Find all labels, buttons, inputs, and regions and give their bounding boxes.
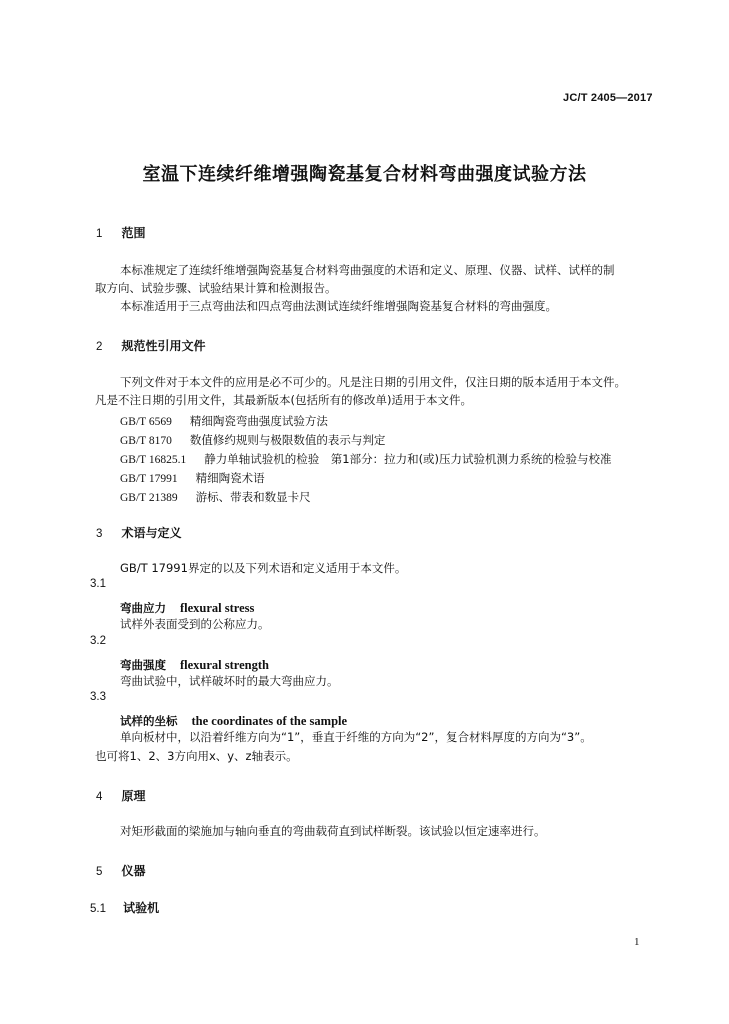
reference-item [120,410,328,429]
reference-title: 游标、带表和数显卡尺 [195,490,311,504]
term-chinese: 弯曲应力 [120,601,166,615]
section-title: 术语与定义 [121,526,182,540]
paragraph-line: GB/T 17991界定的以及下列术语和定义适用于本文件。 [120,561,407,575]
term-heading [120,597,254,616]
reference-title: 精细陶瓷弯曲强度试验方法 [189,414,328,428]
reference-code: GB/T 16825.1 [120,454,187,466]
section-title: 规范性引用文件 [121,339,206,353]
paragraph-line: 本标准规定了连续纤维增强陶瓷基复合材料弯曲强度的术语和定义、原理、仪器、试样、试样的制 [120,263,615,277]
section-number: 3 [96,528,103,540]
page-number: 1 [634,936,640,948]
section-5-heading [96,860,146,879]
term-number: 3.3 [90,691,106,703]
reference-title: 静力单轴试验机的检验 第1部分：拉力和(或)压力试验机测力系统的检验与校准 [204,452,612,466]
paragraph-line: 凡是不注日期的引用文件，其最新版本(包括所有的修改单)适用于本文件。 [95,393,472,407]
term-definition: 单向板材中，以沿着纤维方向为“1”，垂直于纤维的方向为“2”，复合材料厚度的方向为“3”。 [120,730,592,744]
reference-item [120,486,311,505]
standard-code: JC/T 2405—2017 [563,92,653,104]
reference-code: GB/T 6569 [120,416,172,428]
term-number: 3.1 [90,578,106,590]
term-english: flexural strength [180,658,269,672]
term-english: the coordinates of the sample [191,714,348,728]
reference-title: 精细陶瓷术语 [195,471,265,485]
section-title: 原理 [121,789,146,803]
term-definition: 也可将1、2、3方向用x、y、z轴表示。 [95,749,298,763]
subsection-number: 5.1 [90,903,106,915]
term-chinese: 弯曲强度 [120,658,166,672]
section-number: 4 [96,791,103,803]
paragraph-line: 对矩形截面的梁施加与轴向垂直的弯曲载荷直到试样断裂。该试验以恒定速率进行。 [120,824,546,838]
reference-code: GB/T 8170 [120,435,172,447]
term-definition: 弯曲试验中，试样破坏时的最大弯曲应力。 [120,674,339,688]
section-number: 1 [96,228,103,240]
section-2-heading [96,335,206,354]
section-3-heading [96,522,182,541]
term-definition: 试样外表面受到的公称应力。 [120,617,270,631]
reference-code: GB/T 17991 [120,473,178,485]
section-title: 范围 [121,226,146,240]
paragraph-line: 本标准适用于三点弯曲法和四点弯曲法测试连续纤维增强陶瓷基复合材料的弯曲强度。 [120,299,557,313]
subsection-title: 试验机 [123,901,160,915]
term-heading [120,654,269,673]
paragraph-line: 取方向、试验步骤、试验结果计算和检测报告。 [95,281,337,295]
reference-code: GB/T 21389 [120,492,178,504]
subsection-5-1-heading [90,897,159,916]
reference-item [120,467,265,486]
reference-title: 数值修约规则与极限数值的表示与判定 [189,433,386,447]
paragraph-line: 下列文件对于本文件的应用是必不可少的。凡是注日期的引用文件，仅注日期的版本适用于本文件。 [120,375,626,389]
section-title: 仪器 [121,864,146,878]
section-number: 5 [96,866,103,878]
section-number: 2 [96,341,103,353]
document-title: 室温下连续纤维增强陶瓷基复合材料弯曲强度试验方法 [142,164,587,185]
term-english: flexural stress [180,601,255,615]
term-chinese: 试样的坐标 [120,714,178,728]
section-1-heading [96,222,146,241]
term-number: 3.2 [90,635,106,647]
reference-item [120,448,612,467]
term-heading [120,710,347,729]
section-4-heading [96,785,146,804]
reference-item [120,429,385,448]
